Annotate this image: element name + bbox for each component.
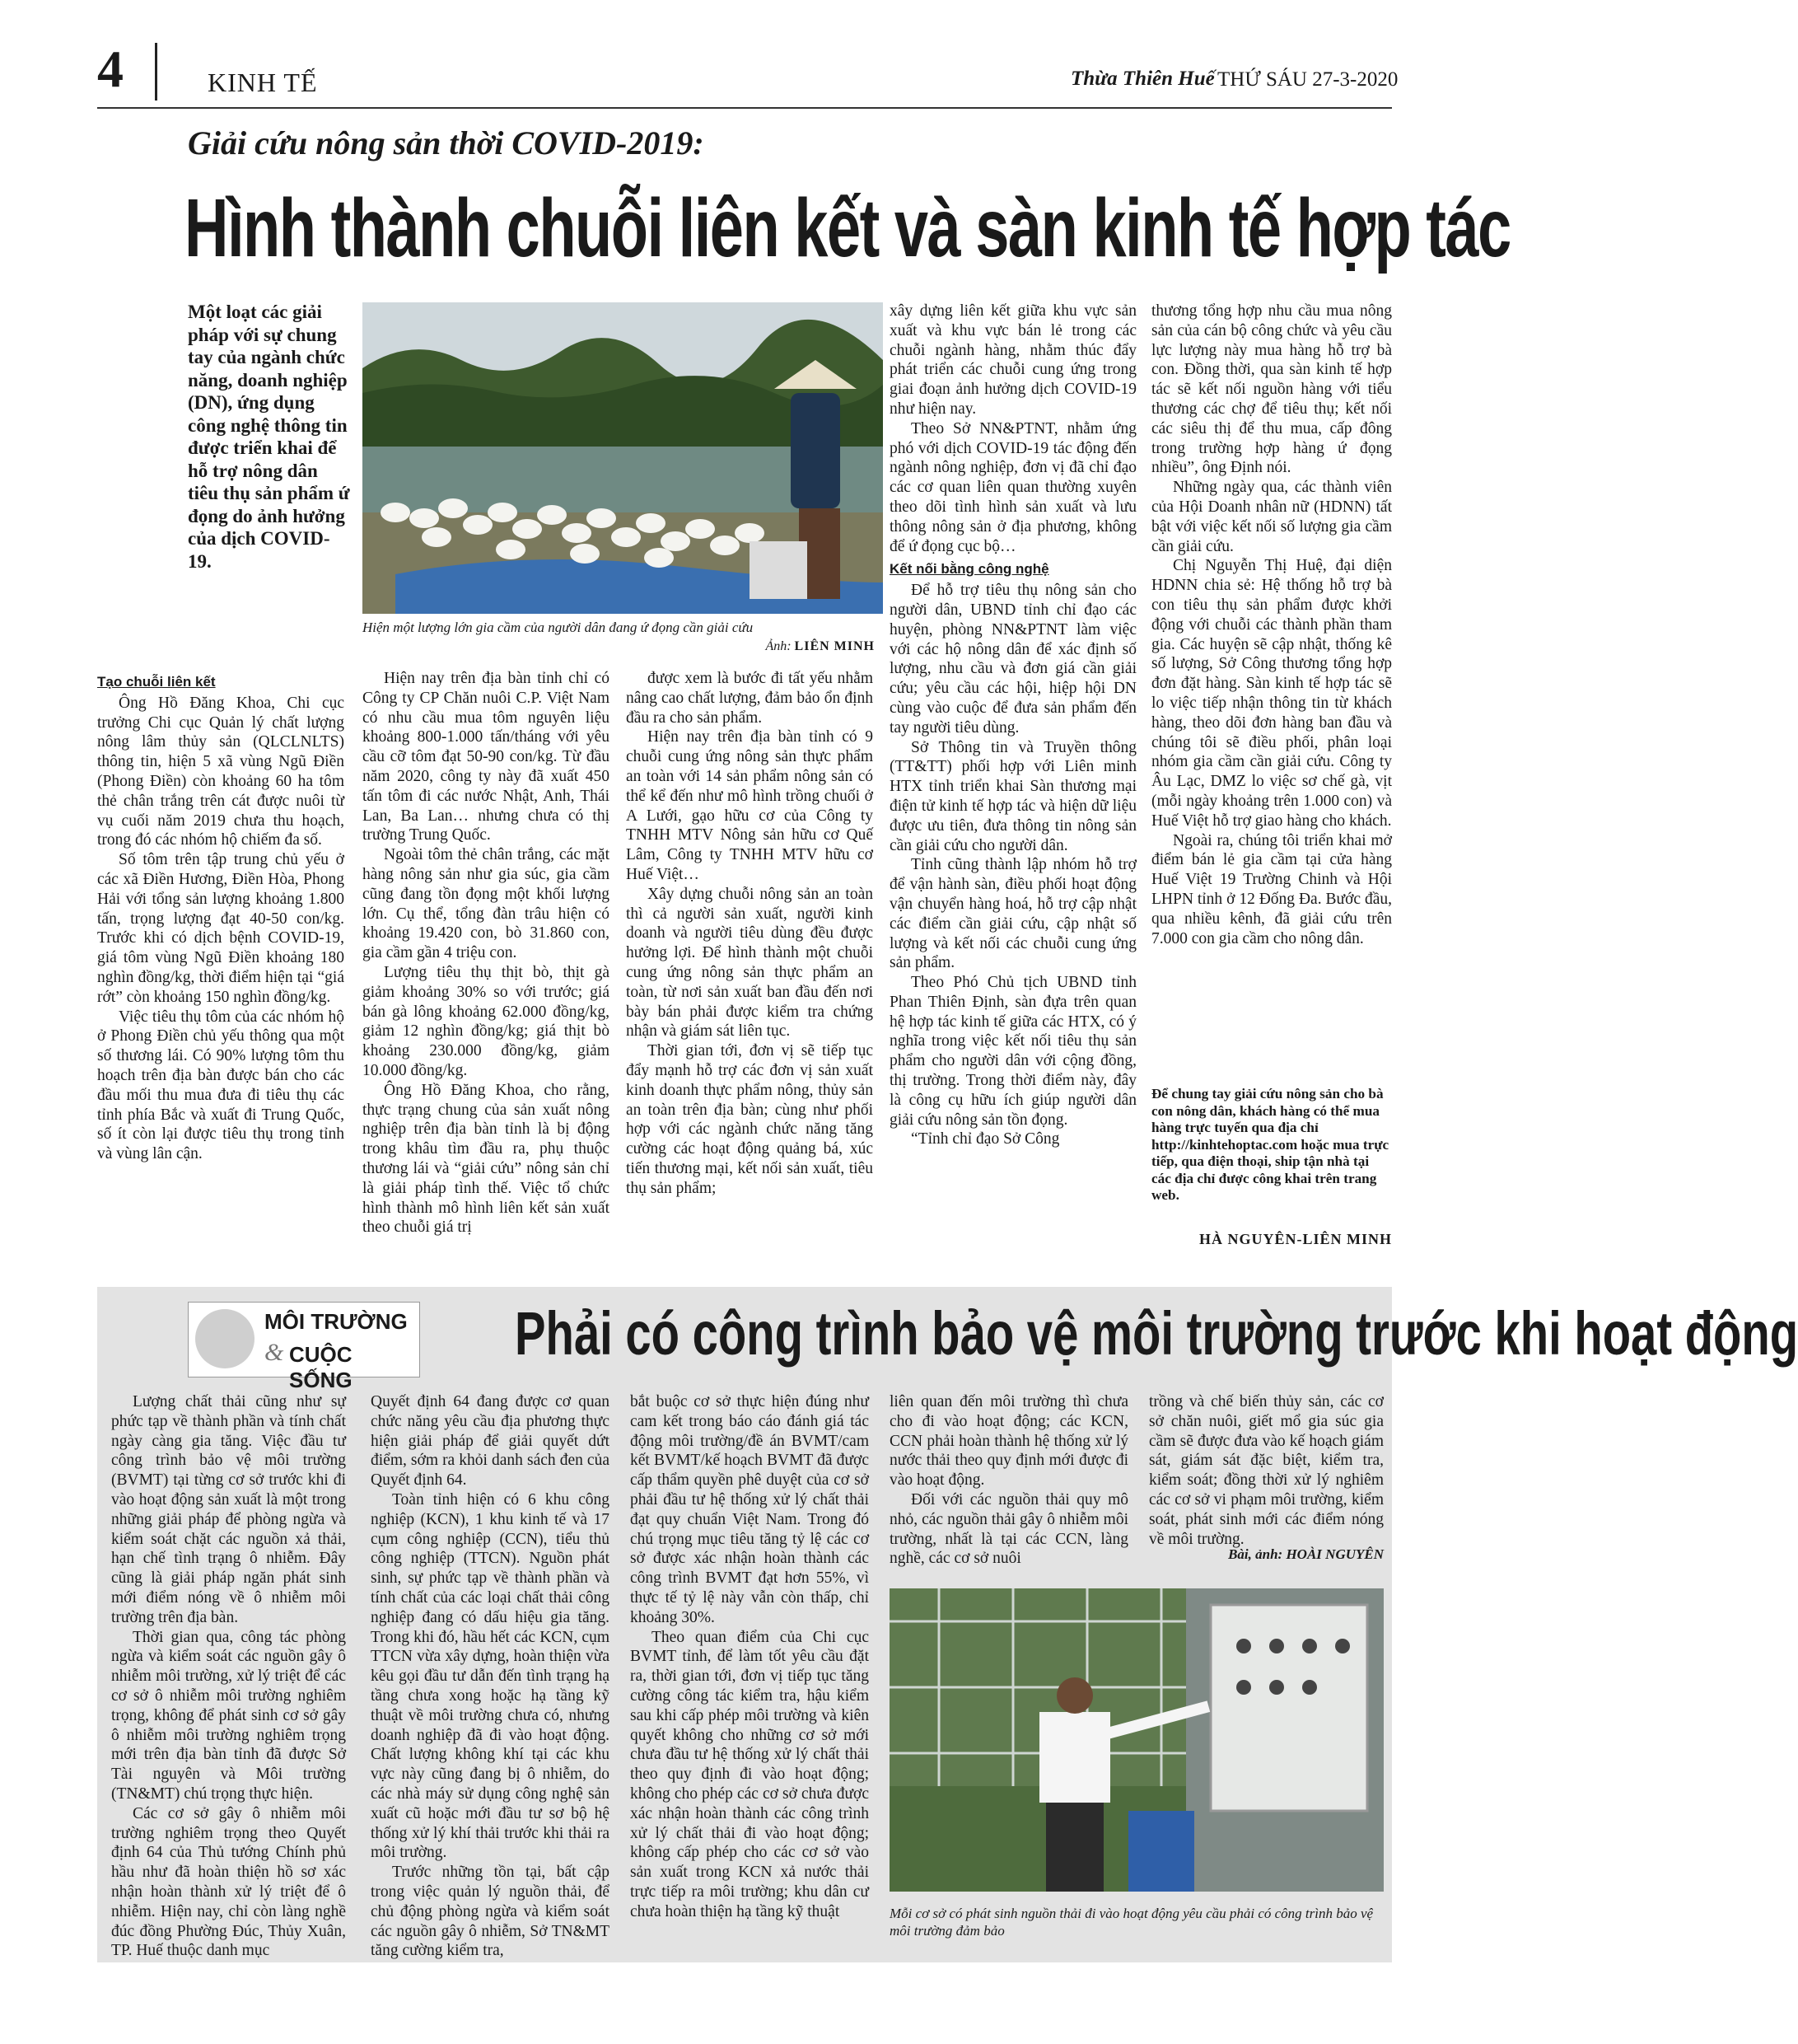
- article2-column-1: [111, 1392, 346, 1961]
- paragraph: Hiện nay trên địa bàn tỉnh có 9 chuỗi cung ứng nông sản thực phẩm an toàn với 14 sản phẩm nông sản có thể kể đến như mô hình trồng chuối ở A Lưới, gạo hữu cơ của Công ty TNHH MTV Nông sản hữu cơ Quế Lâm, Công ty TNHH MTV hữu cơ Huế Việt…: [626, 728, 873, 883]
- paragraph: được xem là bước đi tất yếu nhằm nâng cao chất lượng, đảm bảo ổn định đầu ra cho sản phẩm.: [626, 670, 873, 727]
- paragraph: Đối với các nguồn thải quy mô nhỏ, các nguồn thải gây ô nhiễm môi trường, nhất là tại các CCN, làng nghề, các cơ sở nuôi: [890, 1490, 1128, 1568]
- paragraph: Số tôm trên tập trung chủ yếu ở các xã Điền Hương, Điền Hòa, Phong Hải với tổng sản lượng khoảng 1.800 tấn, trọng lượng đạt 40-50 con/kg. Trước khi có dịch bệnh COVID-19, giá tôm vùng Ngũ Điền khoảng 180 nghìn đồng/kg, thời điểm hiện tại “giá rớt” còn khoảng 150 nghìn đồng/kg.: [97, 851, 344, 1006]
- paragraph: Thời gian qua, công tác phòng ngừa và kiểm soát các nguồn gây ô nhiễm môi trường, xử lý triệt để các cơ sở ô nhiễm môi trường nghiêm trọng, không để phát sinh cơ sở gây ô nhiễm môi trường nghiêm trọng mới trên địa bàn tỉnh đã được Sở Tài nguyên và Môi trường (TN&MT) chú trọng thực hiện.: [111, 1628, 346, 1803]
- paragraph: Theo Sở NN&PTNT, nhằm ứng phó với dịch COVID-19 tác động đến ngành nông nghiệp, đơn vị đã chỉ đạo các cơ quan liên quan thường xuyên theo dõi tình hình sản xuất và lưu thông nông sản ở địa phương, không để ứ đọng cục bộ…: [890, 419, 1137, 555]
- photo2-caption: Mỗi cơ sở có phát sinh nguồn thải đi vào hoạt động yêu cầu phải có công trình bảo vệ môi trường đảm bảo: [890, 1906, 1374, 1939]
- article2-column-2: [371, 1392, 609, 1961]
- logo-ampersand: &: [264, 1339, 284, 1366]
- issue-date: THỨ SÁU 27-3-2020: [1217, 68, 1399, 91]
- article1-column-5: [1151, 302, 1392, 948]
- article1-column-3: [626, 669, 873, 1199]
- duck-farm-photo: [362, 302, 883, 614]
- photo1-caption: Hiện một lượng lớn gia cầm của người dân đang ứ đọng cần giải cứu: [362, 620, 754, 635]
- paragraph: bắt buộc cơ sở thực hiện đúng như cam kết trong báo cáo đánh giá tác động môi trường/đề án BVMT/cam kết BVMT/kế hoạch BVMT đã được cấp thẩm quyền phê duyệt của cơ sở phải đầu tư hệ thống xử lý chất thải đạt quy chuẩn Việt Nam. Trong đó chú trọng mục tiêu tăng tỷ lệ các cơ sở được xác nhận hoàn thành các công trình BVMT đạt hơn 55%, vì thực tế tỷ lệ này vẫn còn thấp, chỉ khoảng 30%.: [630, 1393, 869, 1626]
- paragraph: Chị Nguyễn Thị Huệ, đại diện HDNN chia sẻ: Hệ thống hỗ trợ bà con tiêu thụ sản phẩm được khởi động với chuỗi các thành phần tham gia. Các huyện sẽ cập nhật, thống kê số lượng, Sở Công thương tổng hợp đơn đặt hàng. Sàn kinh tế hợp tác sẽ lo việc tiếp nhận thông tin từ khách hàng, theo dõi đơn hàng ban đầu và chúng tôi sẽ điều phối, phân loại nhóm gia cầm cần giải cứu. Công ty Âu Lạc, DMZ lo việc sơ chế gà, vịt (mỗi ngày khoảng trên 1.000 con) và Huế Việt hỗ trợ giao hàng cho khách.: [1151, 557, 1392, 830]
- section-logo: [188, 1302, 420, 1392]
- article1-column-4: [890, 302, 1137, 1149]
- newspaper-name: Thừa Thiên Huế: [1071, 68, 1215, 90]
- paragraph: Ngoài tôm thẻ chân trắng, các mặt hàng nông sản như gia súc, gia cầm cũng đang tồn đọng một khối lượng lớn. Cụ thể, tổng đàn trâu hiện có khoảng 19.420 con, bò 31.860 con, gia cầm gần 4 triệu con.: [362, 846, 609, 962]
- header-rule: [97, 107, 1392, 109]
- environment-emblem-icon: [195, 1309, 255, 1368]
- paragraph: Quyết định 64 đang được cơ quan chức năng yêu cầu địa phương thực hiện giải pháp để giải quyết dứt điểm, sớm ra khỏi danh sách đen của Quyết định 64.: [371, 1393, 609, 1490]
- paragraph: trồng và chế biến thủy sản, các cơ sở chăn nuôi, giết mổ gia súc gia cầm sẽ được đưa vào kế hoạch giám sát, giám sát đặc biệt, kiểm tra, kiểm soát; đồng thời xử lý nghiêm các cơ sở vi phạm môi trường, kiểm soát, phát sinh mới các điểm nóng về môi trường.: [1149, 1393, 1384, 1548]
- page-number: 4: [97, 40, 124, 98]
- paragraph: Những ngày qua, các thành viên của Hội Doanh nhân nữ (HDNN) tất bật với việc kết nối số lượng gia cầm cần giải cứu.: [1151, 479, 1392, 555]
- section-name: KINH TẾ: [208, 68, 318, 97]
- article2-headline: Phải có công trình bảo vệ môi trường trước khi hoạt động: [515, 1299, 1798, 1368]
- paragraph: xây dựng liên kết giữa khu vực sản xuất và khu vực bán lẻ trong các chuỗi ngành hàng, nhằm thúc đẩy phát triển các chuỗi cung ứng trong giai đoạn ảnh hưởng dịch COVID-19 như hiện nay.: [890, 302, 1137, 418]
- paragraph: Việc tiêu thụ tôm của các nhóm hộ ở Phong Điền chủ yếu thông qua một số thương lái. Có 90% lượng tôm thu hoạch trên địa bàn được bán cho các đầu mối thu mua đưa đi tiêu thụ các tỉnh phía Bắc và xuất đi Trung Quốc, số ít còn lại được tiêu thụ trong tỉnh và vùng lân cận.: [97, 1008, 344, 1163]
- logo-text-line2: CUỘC SỐNG: [289, 1342, 353, 1392]
- article2-column-3: [630, 1392, 869, 1922]
- paragraph: Để hỗ trợ tiêu thụ nông sản cho người dân, UBND tỉnh chỉ đạo các huyện, phòng NN&PTNT làm việc với các hộ nông dân để xác định số lượng, nhu cầu và đơn giá cần giải cứu; yêu cầu các hội, hiệp hội DN cùng vào cuộc để đưa sản phẩm đến tay người tiêu dùng.: [890, 582, 1137, 737]
- subhead-tao-chuoi: Tạo chuỗi liên kết: [97, 674, 216, 690]
- subhead-ket-noi: Kết nối bằng công nghệ: [890, 561, 1049, 578]
- header-divider: [155, 43, 157, 101]
- paragraph: Xây dựng chuỗi nông sản an toàn thì cả người sản xuất, người kinh doanh và người tiêu dùng đều được hưởng lợi. Để hình thành một chuỗi cung ứng nông sản thực phẩm an toàn, từ nơi sản xuất ban đầu đến nơi bày bán phải được kiểm tra chứng nhận và giám sát liên tục.: [626, 885, 873, 1041]
- paragraph: Sở Thông tin và Truyền thông (TT&TT) phối hợp với Liên minh HTX tỉnh triển khai Sàn thương mại điện tử kinh tế hợp tác và hiện dữ liệu được ưu tiên, đưa thông tin nông sản cần giải cứu cho người dân.: [890, 738, 1137, 854]
- paragraph: Lượng chất thải cũng như sự phức tạp về thành phần và tính chất ngày càng gia tăng. Việc đầu tư công trình bảo vệ môi trường (BVMT) tại từng cơ sở trước khi đi vào hoạt động sản xuất là một trong những giải pháp để phòng ngừa và kiểm soát chặt các nguồn xả thải, hạn chế tình trạng ô nhiễm. Đây cũng là giải pháp ngăn phát sinh mới điểm nóng về ô nhiễm môi trường trên địa bàn.: [111, 1393, 346, 1626]
- paragraph: thương tổng hợp nhu cầu mua nông sản của cán bộ công chức và yêu cầu lực lượng này mua hàng hỗ trợ bà con. Đồng thời, qua sàn kinh tế hợp tác sẽ kết nối nguồn hàng với tiểu thương các chợ để tiêu thụ; kết nối các siêu thị để thu mua, cấp đông trong trường hợp hàng ứ đọng nhiều”, ông Định nói.: [1151, 302, 1392, 477]
- paragraph: Theo quan điểm của Chi cục BVMT tỉnh, để làm tốt yêu cầu đặt ra, thời gian tới, đơn vị tiếp tục tăng cường công tác kiểm tra, hậu kiểm sau khi cấp phép môi trường và kiên quyết không cho những cơ sở mới chưa đầu tư hệ thống xử lý chất thải theo quy định đi vào hoạt động; không cho phép các cơ sở chưa được xác nhận hoàn thành các công trình xử lý chất thải đi vào hoạt động; không cấp phép cho các cơ sở vào sản xuất trong KCN xả nước thải trực tiếp ra môi trường; khu dân cư chưa hoàn thiện hạ tầng kỹ thuật: [630, 1628, 869, 1920]
- article1-sapo: Một loạt các giải pháp với sự chung tay của ngành chức năng, doanh nghiệp (DN), ứng dụng công nghệ thông tin được triển khai để hỗ trợ nông dân tiêu thụ sản phẩm ứ đọng do ảnh hưởng của dịch COVID-19.: [188, 302, 350, 572]
- paragraph: Các cơ sở gây ô nhiễm môi trường nghiêm trọng theo Quyết định 64 của Thủ tướng Chính phủ hầu như đã hoàn thiện hồ sơ xác nhận hoàn thành xử lý triệt để ô nhiễm. Hiện nay, chỉ còn làng nghề đúc đồng Phường Đúc, Thủy Xuân, TP. Huế thuộc danh mục: [111, 1804, 346, 1960]
- article1-kicker: Giải cứu nông sản thời COVID-2019:: [188, 124, 704, 161]
- article1-author: HÀ NGUYÊN-LIÊN MINH: [1198, 1231, 1392, 1247]
- article1-column-2: [362, 669, 609, 1237]
- logo-text-line1: MÔI TRƯỜNG: [264, 1309, 408, 1334]
- paragraph: Ngoài ra, chúng tôi triển khai mở điểm bán lẻ gia cầm tại cửa hàng Huế Việt 19 Trường Chinh và Hội LHPN tỉnh ở 12 Đống Đa. Bước đầu, qua nhiều kênh, đã giải cứu trên 7.000 con gia cầm cho nông dân.: [1151, 831, 1392, 947]
- paragraph: Ông Hồ Đăng Khoa, cho rằng, thực trạng chung của sản xuất nông nghiệp trên địa bàn tỉnh là bị động trong khâu tìm đầu ra, phụ thuộc thương lái và “giải cứu” nông sản chỉ là giải pháp tình thế. Việc tổ chức hình thành mô hình liên kết sản xuất theo chuỗi giá trị: [362, 1081, 609, 1237]
- paragraph: Trước những tồn tại, bất cập trong việc quản lý nguồn thải, để chủ động phòng ngừa và kiểm soát các nguồn gây ô nhiễm, Sở TN&MT tăng cường kiểm tra,: [371, 1864, 609, 1960]
- paragraph: Toàn tỉnh hiện có 6 khu công nghiệp (KCN), 1 khu kinh tế và 17 cụm công nghiệp (CCN), tiểu thủ công nghiệp (TTCN). Nguồn phát sinh, sự phức tạp về thành phần và tính chất của các loại chất thải công nghiệp đang có dấu hiệu gia tăng. Trong khi đó, hầu hết các KCN, cụm TTCN vừa xây dựng, hoàn thiện vừa kêu gọi đầu tư dẫn đến tình trạng hạ tầng chưa xong hoặc hạ tầng kỹ thuật về môi trường chưa có, nhưng doanh nghiệp đã đi vào hoạt động. Chất lượng không khí tại các khu vực này cũng đang bị ô nhiễm, do các nhà máy sử dụng công nghệ sản xuất cũ hoặc mới đầu tư sơ bộ hệ thống xử lý khí thải trước khi thải ra môi trường.: [371, 1490, 609, 1862]
- article2-author: Bài, ảnh: HOÀI NGUYÊN: [1228, 1546, 1384, 1562]
- paragraph: Theo Phó Chủ tịch UBND tỉnh Phan Thiên Định, sàn đựa trên quan hệ hợp tác kinh tế giữa các HTX, có ý nghĩa trong việc kết nối tiêu thụ sản phẩm cho người dân với cộng đồng, thị trường. Trong thời điểm này, đây là công cụ hữu ích giúp người dân giải cứu nông sản tồn đọng.: [890, 974, 1137, 1129]
- paragraph: Thời gian tới, đơn vị sẽ tiếp tục đẩy mạnh hỗ trợ các đơn vị sản xuất kinh doanh thực phẩm nông, thủy sản an toàn trên địa bàn; cùng như phối hợp với các ngành chức năng tăng cường các hoạt động quảng bá, xúc tiến thương mại, kết nối sản xuất, tiêu thụ sản phẩm;: [626, 1042, 873, 1197]
- paragraph: Hiện nay trên địa bàn tỉnh chỉ có Công ty CP Chăn nuôi C.P. Việt Nam có nhu cầu mua tôm nguyên liệu khoảng 800-1.000 tấn/tháng với yêu cầu cỡ tôm đạt 50-90 con/kg. Từ đầu năm 2020, công ty này đã xuất 450 tấn tôm đi các nước Nhật, Anh, Thái Lan, Ba Lan… nhưng chưa có thị trường Trung Quốc.: [362, 670, 609, 844]
- paragraph: Tỉnh cũng thành lập nhóm hỗ trợ để vận hành sàn, điều phối hoạt động vận chuyển hàng hoá, hỗ trợ cập nhật các điểm cần giải cứu, cập nhật số lượng và kết nối các chuỗi cung ứng sản phẩm.: [890, 856, 1137, 972]
- photo1-credit: [725, 639, 875, 654]
- paragraph: Lượng tiêu thụ thịt bò, thịt gà giảm khoảng 30% so với trước; giá bán gà lông khoảng 62.000 đồng/kg, giảm 12 nghìn đồng/kg; giá thịt bò khoảng 230.000 đồng/kg, giảm 10.000 đồng/kg.: [362, 963, 609, 1079]
- article1-column-1: [97, 669, 344, 1164]
- purchase-note: Để chung tay giải cứu nông sản cho bà con nông dân, khách hàng có thể mua hàng trực tuyến qua địa chỉ http://kinhtehoptac.com hoặc mua trực tiếp, qua điện thoại, ship tận nhà tại các địa chỉ được công khai trên trang web.: [1151, 1086, 1389, 1203]
- photo1-credit-label: Ảnh:: [765, 639, 792, 653]
- article2-column-5: [1149, 1392, 1384, 1549]
- paragraph: “Tỉnh chỉ đạo Sở Công: [911, 1130, 1060, 1148]
- article1-headline: Hình thành chuỗi liên kết và sàn kinh tế hợp tác: [184, 182, 1511, 274]
- control-panel-photo: [890, 1588, 1384, 1892]
- article2-column-4: [890, 1392, 1128, 1569]
- paragraph: liên quan đến môi trường thì chưa cho đi vào hoạt động; các KCN, CCN phải hoàn thành hệ thống xử lý nước thải theo quy định mới được đi vào hoạt động.: [890, 1393, 1128, 1490]
- paragraph: Ông Hồ Đăng Khoa, Chi cục trưởng Chi cục Quản lý chất lượng nông lâm thủy sản (QLCLNLTS) thông tin, hiện 5 xã vùng Ngũ Điền (Phong Điền) còn khoảng 60 ha tôm thẻ chân trắng trên cát được nuôi từ vụ cuối năm 2019 chưa thu hoạch, trong đó các nhóm hộ chiếm đa số.: [97, 694, 344, 849]
- photo1-credit-name: LIÊN MINH: [794, 639, 875, 653]
